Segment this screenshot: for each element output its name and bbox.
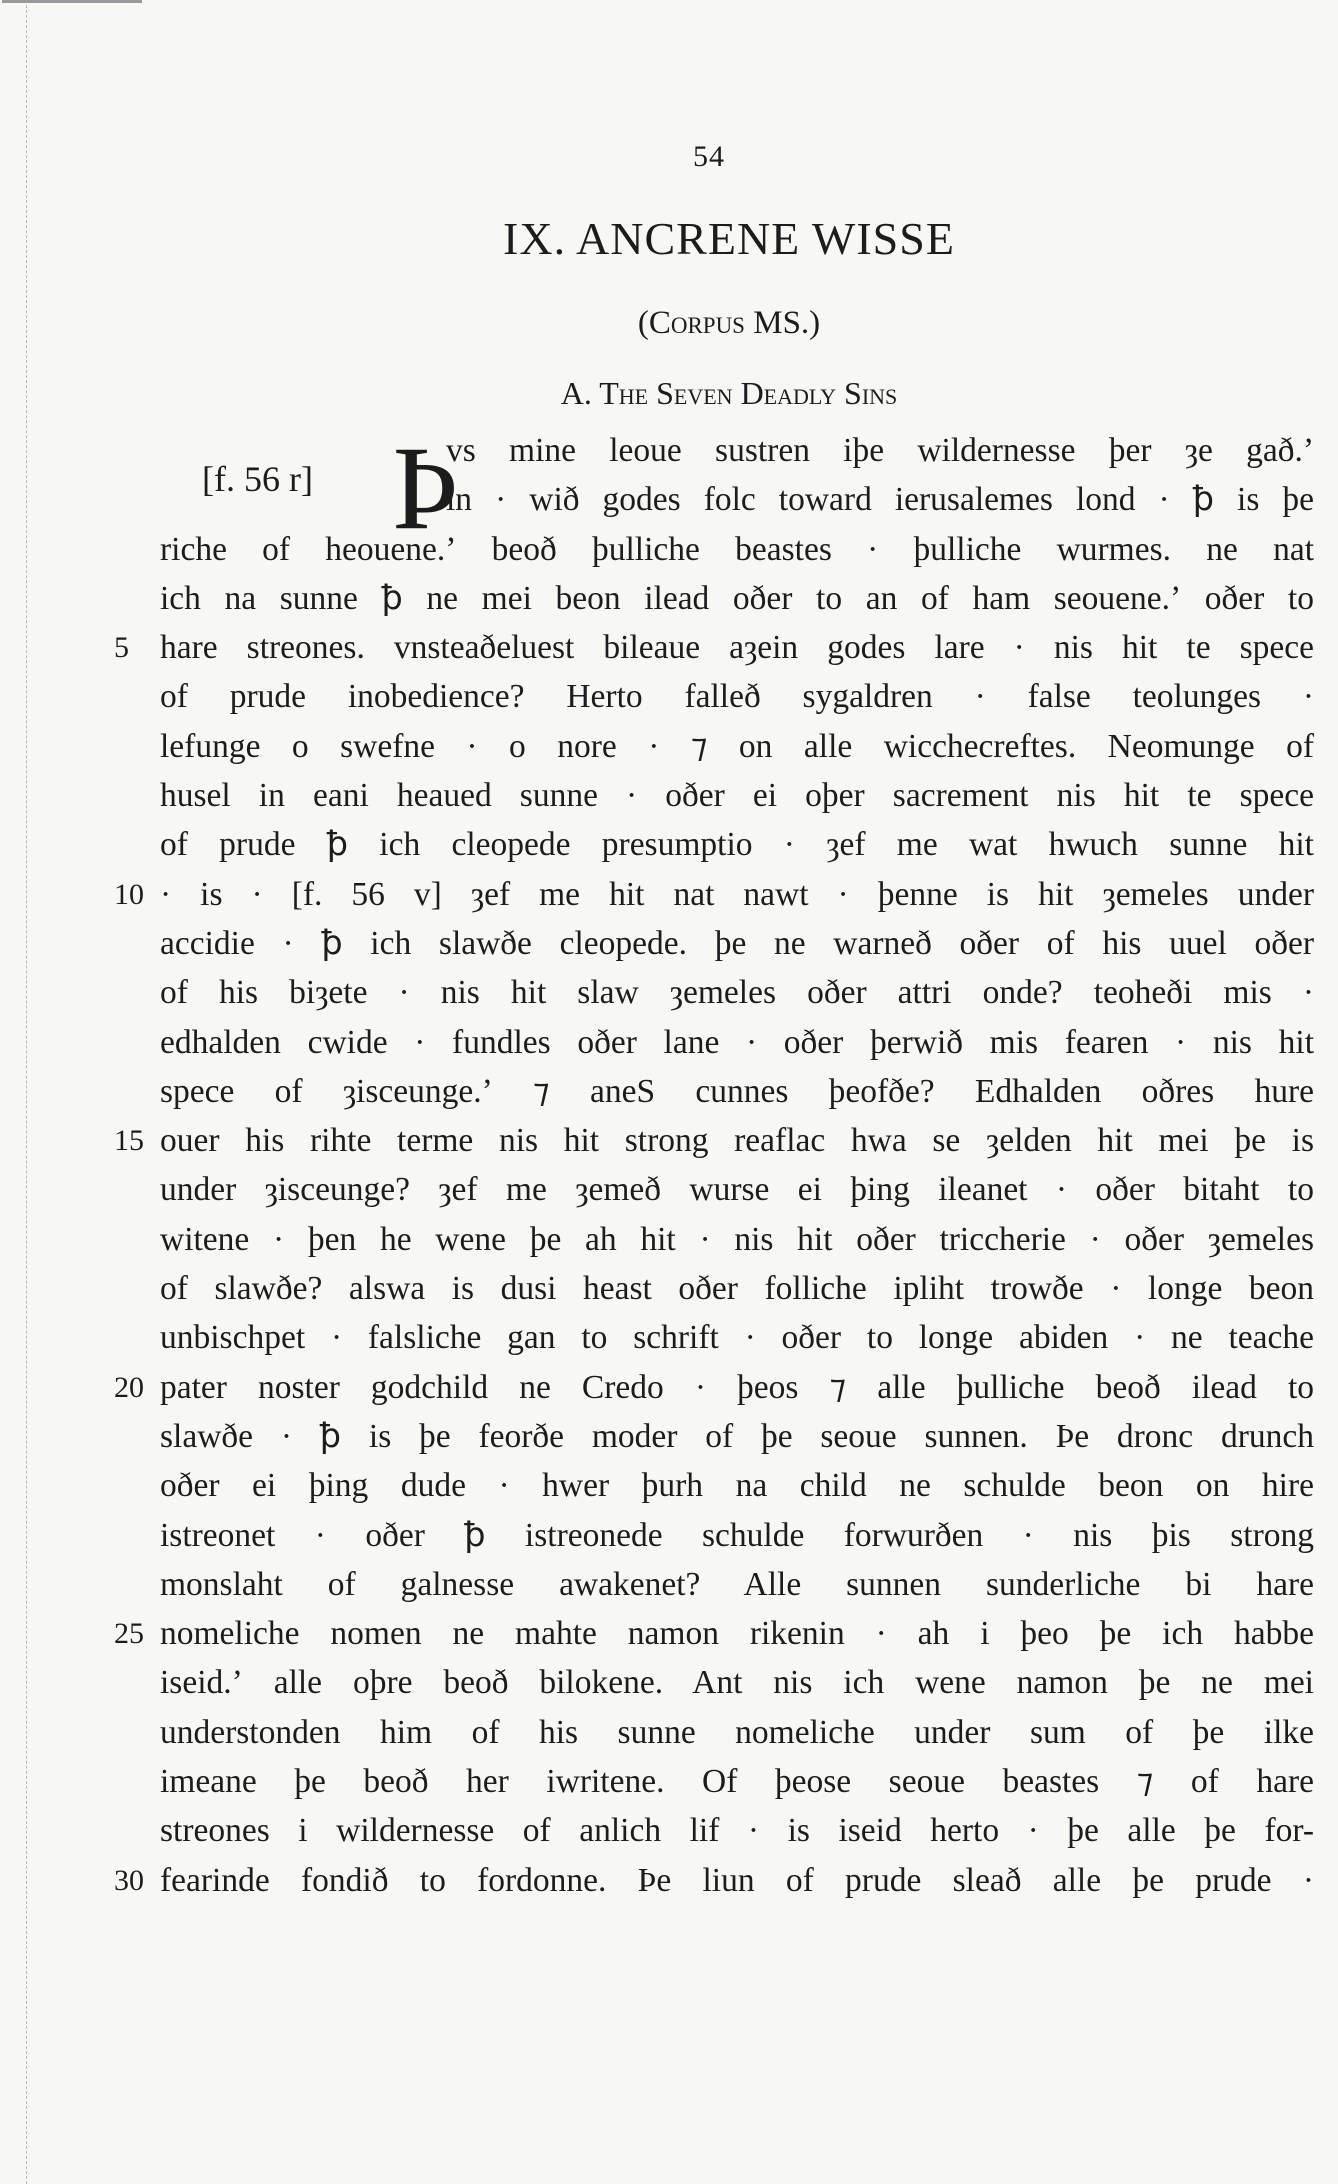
body-text bbox=[114, 421, 1314, 1905]
text-line bbox=[160, 1511, 1314, 1560]
text-line bbox=[160, 1412, 1314, 1461]
text-line bbox=[160, 919, 1314, 968]
line-text: understonden him of his sunne nomeliche under sum of þe ilke bbox=[160, 1713, 1314, 1751]
line-text: of prude inobedience? Herto falleð sygaldren · false teolunges · bbox=[160, 678, 1314, 716]
text-line bbox=[160, 1757, 1314, 1806]
chapter-title: IX. ANCRENE WISSE bbox=[503, 213, 955, 264]
text-line bbox=[160, 1018, 1314, 1067]
line-text: hare streones. vnsteaðeluest bileaue aȝein godes lare · nis hit te spece bbox=[160, 629, 1314, 667]
text-line bbox=[114, 1116, 1314, 1165]
line-number: 15 bbox=[114, 1124, 144, 1158]
line-text: pater noster godchild ne Credo · þeos ⁊ alle þulliche beoð ilead to bbox=[160, 1368, 1314, 1406]
text-line bbox=[160, 426, 1314, 475]
line-text: vs mine leoue sustren iþe wildernesse þer ȝe gað.ʼ bbox=[446, 432, 1314, 469]
line-text: unbischpet · falsliche gan to schrift · oðer to longe abiden · ne teache bbox=[160, 1319, 1314, 1357]
text-line bbox=[160, 1708, 1314, 1757]
line-text: husel in eani heaued sunne · oðer ei oþer sacrement nis hit te spece bbox=[160, 777, 1314, 815]
line-text: ouer his rihte terme nis hit strong reaflac hwa se ȝelden hit mei þe is bbox=[160, 1122, 1314, 1160]
line-number: 20 bbox=[114, 1370, 144, 1404]
line-text: lefunge o swefne · o nore · ⁊ on alle wicchecreftes. Neomunge of bbox=[160, 727, 1314, 765]
line-text: oðer ei þing dude · hwer þurh na child ne schulde beon on hire bbox=[160, 1467, 1314, 1505]
folio-note: [f. 56 r] bbox=[202, 459, 313, 499]
line-number: 25 bbox=[114, 1617, 144, 1651]
text-line bbox=[160, 1461, 1314, 1510]
line-text: slawðe · ꝥ is þe feorðe moder of þe seoue sunnen. Þe dronc drunch bbox=[160, 1417, 1314, 1455]
text-line bbox=[160, 1215, 1314, 1264]
line-text: monslaht of galnesse awakenet? Alle sunnen sunderliche bi hare bbox=[160, 1565, 1314, 1603]
text-line bbox=[160, 820, 1314, 869]
text-line bbox=[160, 722, 1314, 771]
manuscript-title: (Corpus MS.) bbox=[637, 305, 821, 341]
text-line bbox=[160, 1560, 1314, 1609]
line-text: fearinde fondið to fordonne. Þe liun of prude sleað alle þe prude · bbox=[160, 1861, 1314, 1899]
text-line bbox=[160, 1658, 1314, 1707]
text-line bbox=[160, 968, 1314, 1017]
text-line bbox=[114, 1856, 1314, 1905]
section-title: A. The Seven Deadly Sins bbox=[560, 375, 898, 411]
page-number: 54 bbox=[693, 140, 725, 173]
text-line bbox=[114, 870, 1314, 919]
text-line bbox=[114, 1363, 1314, 1412]
line-text: · is · [f. 56 v] ȝef me hit nat nawt · þenne is hit ȝemeles under bbox=[160, 875, 1314, 913]
line-text: accidie · ꝥ ich slawðe cleopede. þe ne warneð oðer of his uuel oðer bbox=[160, 924, 1314, 962]
line-text: riche of heouene.ʼ beoð þulliche beastes · þulliche wurmes. ne nat bbox=[160, 530, 1314, 568]
line-text: edhalden cwide · fundles oðer lane · oðer þerwið mis fearen · nis hit bbox=[160, 1023, 1314, 1061]
scan-top-rule bbox=[2, 0, 142, 3]
text-line bbox=[160, 672, 1314, 721]
line-number: 5 bbox=[114, 631, 129, 665]
text-line bbox=[160, 525, 1314, 574]
drop-cap: Þ bbox=[392, 421, 459, 554]
line-text: of slawðe? alswa is dusi heast oðer folliche ipliht trowðe · longe beon bbox=[160, 1270, 1314, 1308]
line-text: in · wið godes folc toward ierusalemes lond · ꝥ is þe bbox=[446, 481, 1314, 519]
line-text: iseid.ʼ alle oþre beoð bilokene. Ant nis ich wene namon þe ne mei bbox=[160, 1664, 1314, 1702]
line-text: ich na sunne ꝥ ne mei beon ilead oðer to an of ham seouene.ʼ oðer to bbox=[160, 579, 1314, 617]
line-text: spece of ȝisceunge.ʼ ⁊ aneS cunnes þeofðe? Edhalden oðres hure bbox=[160, 1072, 1314, 1110]
line-text: of prude ꝥ ich cleopede presumptio · ȝef me wat hwuch sunne hit bbox=[160, 826, 1314, 864]
line-text: witene · þen he wene þe ah hit · nis hit oðer triccherie · oðer ȝemeles bbox=[160, 1220, 1314, 1258]
line-text: imeane þe beoð her iwritene. Of þeose seoue beastes ⁊ of hare bbox=[160, 1763, 1314, 1801]
text-line bbox=[160, 574, 1314, 623]
text-line bbox=[160, 1264, 1314, 1313]
line-text: under ȝisceunge? ȝef me ȝemeð wurse ei þing ileanet · oðer bitaht to bbox=[160, 1171, 1314, 1209]
text-line bbox=[160, 1067, 1314, 1116]
text-line bbox=[160, 475, 1314, 524]
text-line bbox=[160, 1165, 1314, 1214]
line-text: streones i wildernesse of anlich lif · is iseid herto · þe alle þe for- bbox=[160, 1812, 1314, 1850]
line-number: 10 bbox=[114, 877, 144, 911]
line-text: nomeliche nomen ne mahte namon rikenin · ah i þeo þe ich habbe bbox=[160, 1615, 1314, 1653]
text-line bbox=[114, 1609, 1314, 1658]
text-line bbox=[160, 1313, 1314, 1362]
text-line bbox=[160, 771, 1314, 820]
line-number: 30 bbox=[114, 1863, 144, 1897]
text-line bbox=[160, 1806, 1314, 1855]
line-text: of his biȝete · nis hit slaw ȝemeles oðer attri onde? teoheði mis · bbox=[160, 974, 1314, 1012]
line-text: istreonet · oðer ꝥ istreonede schulde forwurðen · nis þis strong bbox=[160, 1516, 1314, 1554]
text-line bbox=[114, 623, 1314, 672]
